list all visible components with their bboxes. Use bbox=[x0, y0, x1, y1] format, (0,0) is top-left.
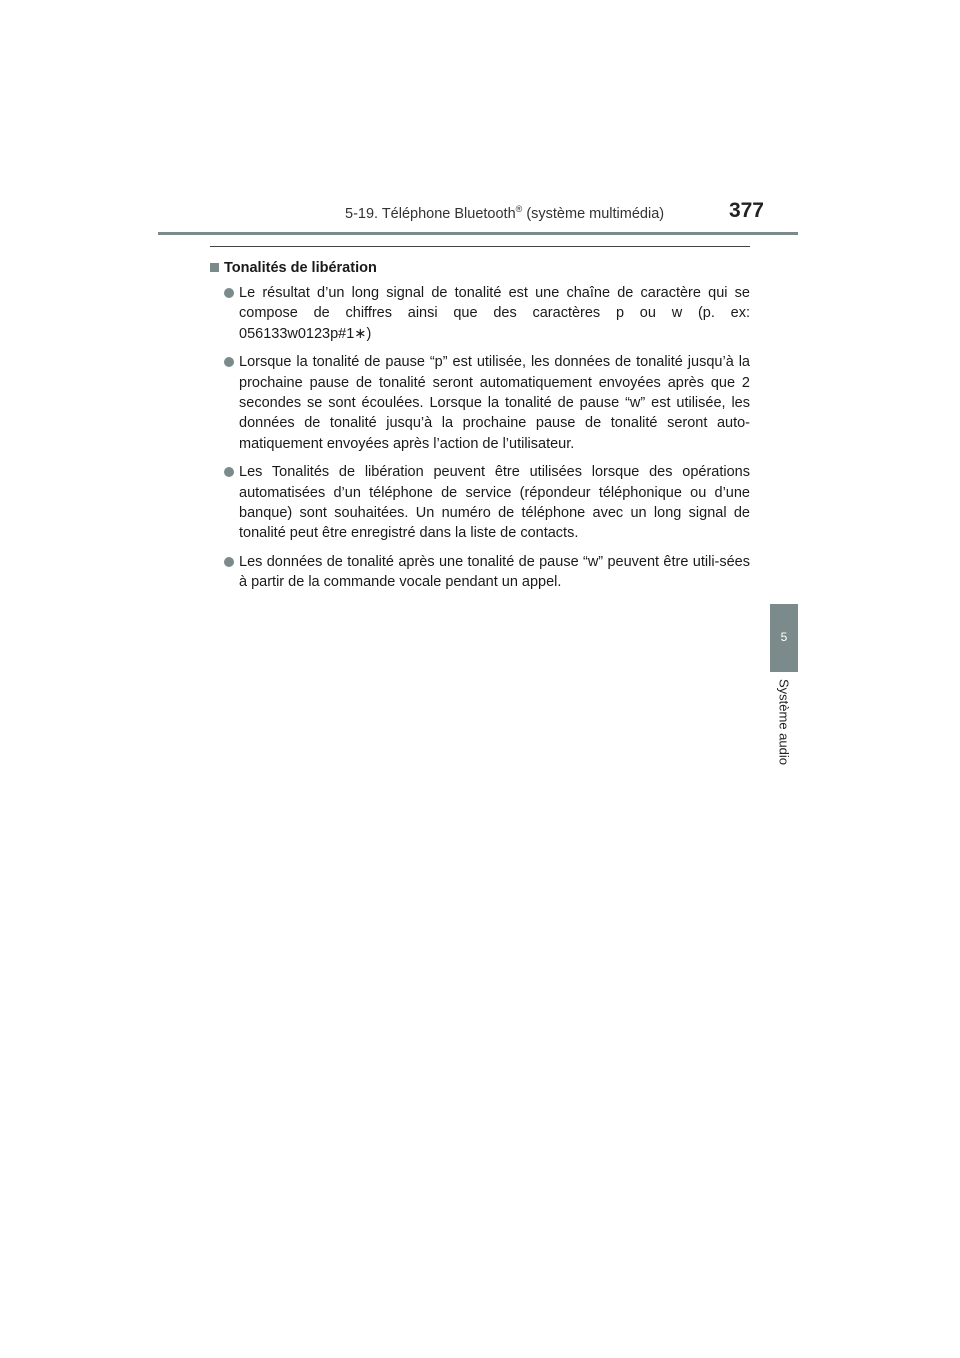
bullet-text: Les Tonalités de libération peuvent être utilisées lorsque des opérations automatisées d’un téléphone de service (répondeur téléphonique ou d’une banque) sont souhaitées. Un numéro de téléphone avec un long signal de tonalité peut être enregistré dans la liste de contacts. bbox=[239, 464, 750, 542]
circle-bullet-icon bbox=[224, 467, 234, 477]
circle-bullet-icon bbox=[224, 288, 234, 298]
header-title-main: 5-19. Téléphone Bluetooth bbox=[345, 205, 516, 222]
bullet-item bbox=[210, 552, 750, 593]
section-heading-text: Tonalités de libération bbox=[224, 260, 377, 276]
registered-mark: ® bbox=[515, 204, 523, 214]
bullet-text: Les données de tonalité après une tonalité de pause “w” peuvent être utili-sées à partir de la commande vocale pendant un appel. bbox=[239, 554, 750, 591]
bullet-item bbox=[210, 462, 750, 543]
section-heading bbox=[210, 258, 750, 278]
circle-bullet-icon bbox=[224, 357, 234, 367]
circle-bullet-icon bbox=[224, 557, 234, 567]
page-number: 377 bbox=[728, 199, 764, 222]
section-content bbox=[210, 258, 750, 601]
chapter-label: Système audio bbox=[776, 679, 792, 765]
square-bullet-icon bbox=[210, 263, 219, 272]
bullet-item bbox=[210, 352, 750, 453]
header-divider bbox=[158, 232, 798, 235]
chapter-number: 5 bbox=[780, 630, 788, 644]
bullet-item bbox=[210, 283, 750, 344]
header-title bbox=[345, 204, 745, 222]
bullet-text: Le résultat d’un long signal de tonalité est une chaîne de caractère qui se compose de chiffres ainsi que des caractères p ou w (p. ex: 056133w0123p#1∗) bbox=[239, 285, 750, 342]
header-title-suffix: (système multimédia) bbox=[522, 205, 665, 222]
bullet-text: Lorsque la tonalité de pause “p” est utilisée, les données de tonalité jusqu’à la prochaine pause de tonalité seront automatiquement envoyées après que 2 secondes se sont écoulées. Lorsque la tonalité de pause “w” est utilisée, les données de tonalité jusqu’à la prochaine pause de tonalité seront auto-matiquement envoyées après l’action de l’utilisateur. bbox=[239, 354, 750, 452]
section-divider bbox=[210, 246, 750, 247]
